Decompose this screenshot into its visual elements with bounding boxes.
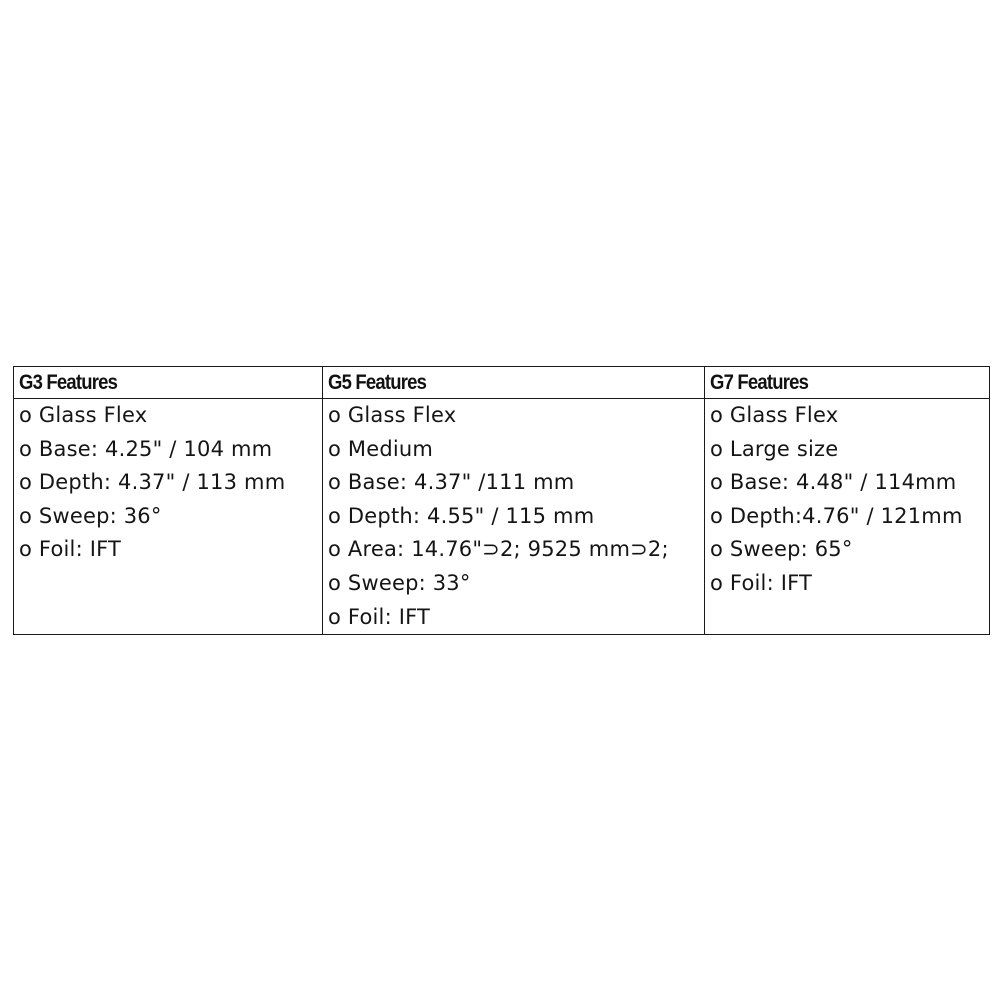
list-item: o Sweep: 36° xyxy=(19,503,162,528)
g3-feature-list xyxy=(19,399,322,567)
list-item: o Sweep: 33° xyxy=(328,570,471,595)
list-item: o Foil: IFT xyxy=(19,537,122,562)
list-item: o Large size xyxy=(710,436,839,461)
list-item: o Depth: 4.37" / 113 mm xyxy=(19,470,286,495)
cell-g5-features xyxy=(323,399,705,635)
list-item: o Foil: IFT xyxy=(710,570,813,595)
list-item: o Depth:4.76" / 121mm xyxy=(710,503,963,528)
cell-g7-features xyxy=(705,399,990,635)
list-item: o Glass Flex xyxy=(710,403,839,427)
header-g3-features: G3 Features xyxy=(14,367,323,399)
header-g7-features: G7 Features xyxy=(705,367,990,399)
g7-feature-list xyxy=(710,399,989,601)
list-item: o Medium xyxy=(328,436,434,461)
list-item: o Base: 4.48" / 114mm xyxy=(710,470,957,495)
header-g5-features: G5 Features xyxy=(323,367,705,399)
table-header-row xyxy=(14,367,990,399)
list-item: o Base: 4.37" /111 mm xyxy=(328,470,575,495)
list-item: o Base: 4.25" / 104 mm xyxy=(19,436,273,461)
g5-feature-list xyxy=(328,399,704,634)
table-body-row xyxy=(14,399,990,635)
list-item: o Depth: 4.55" / 115 mm xyxy=(328,503,595,528)
list-item: o Area: 14.76"⊃2; 9525 mm⊃2; xyxy=(328,537,669,562)
list-item: o Glass Flex xyxy=(328,403,457,427)
list-item: o Glass Flex xyxy=(19,403,148,427)
list-item: o Sweep: 65° xyxy=(710,537,853,562)
list-item: o Foil: IFT xyxy=(328,604,431,629)
features-comparison-table xyxy=(13,366,990,635)
cell-g3-features xyxy=(14,399,323,635)
